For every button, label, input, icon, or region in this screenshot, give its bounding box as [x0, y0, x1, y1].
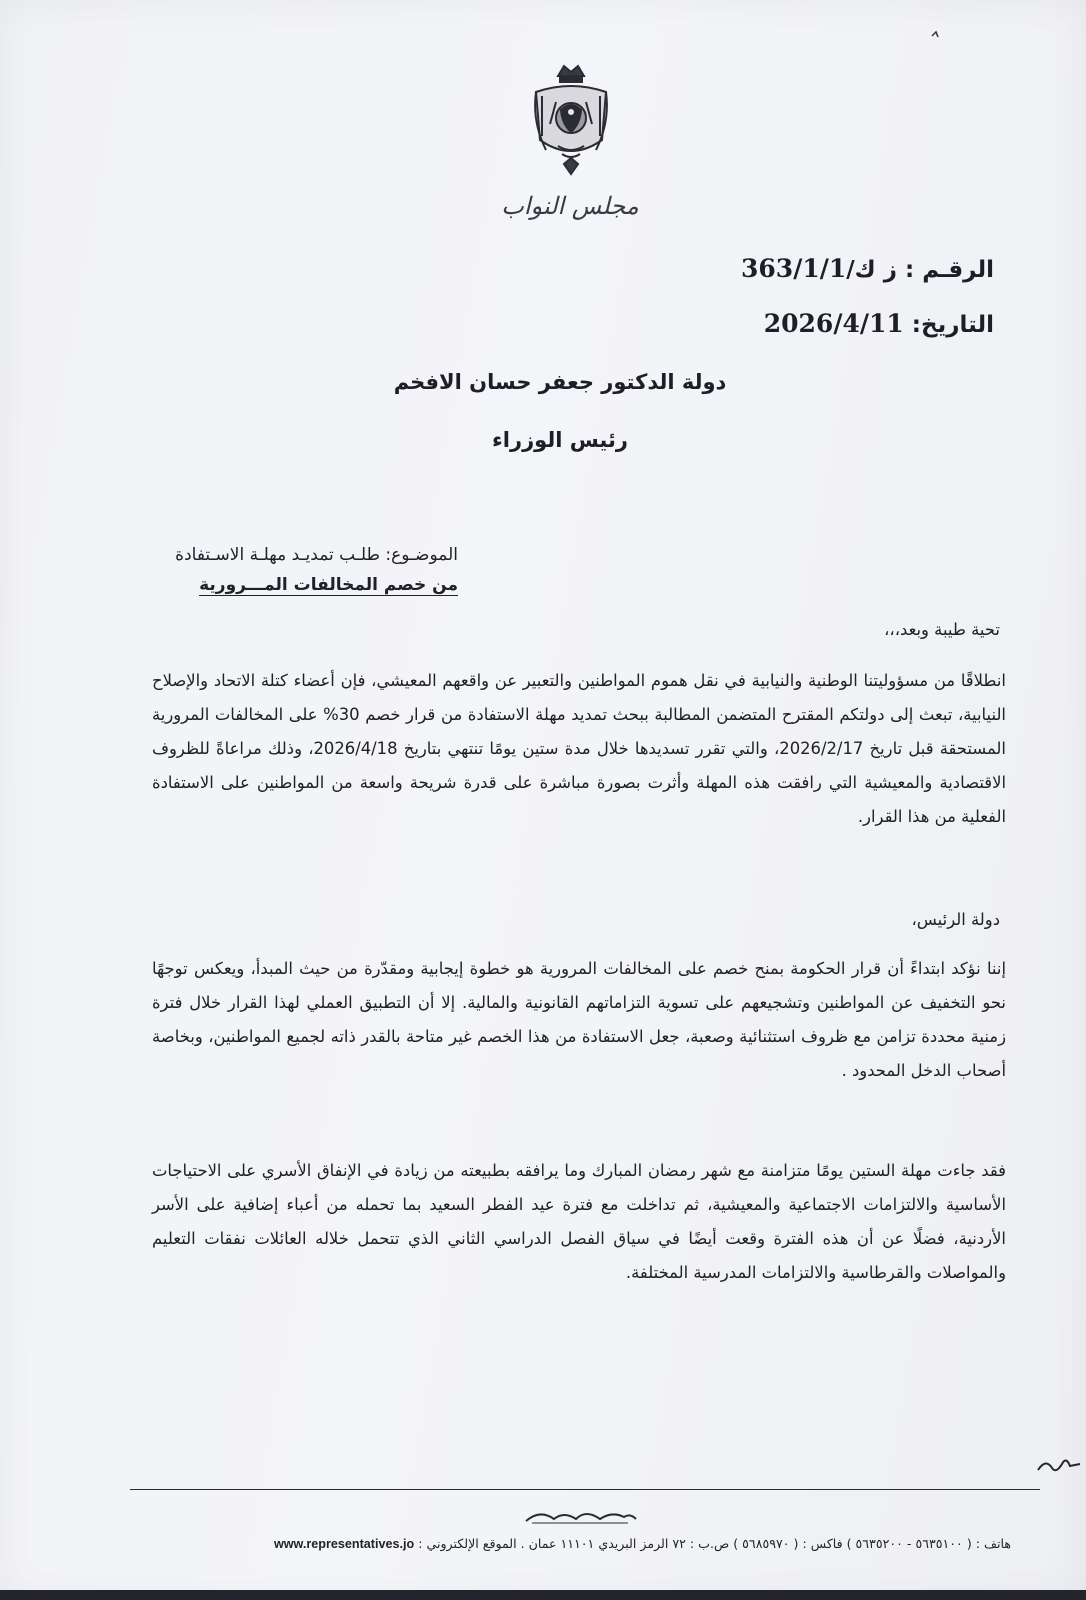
ink-dot-icon: [930, 30, 940, 40]
council-name: مجلس النواب: [501, 192, 639, 220]
paragraph-2: إننا نؤكد ابتداءً أن قرار الحكومة بمنح خصم على المخالفات المرورية هو خطوة إيجابية ومقدّرة من حيث المبدأ، ويعكس توجهًا نحو التخفيف عن المواطنين وتشجيعهم على تسوية التزاماتهم القانونية والمالية. إلا أن التطبيق العملي لهذا القرار خلال فترة زمنية محددة تزامن مع ظروف استثنائية وصعبة، جعل الاستفادة من هذا الخصم غير متاحة بالقدر ذاته لجميع المواطنين، وبخاصة أصحاب الدخل المحدود .: [152, 959, 1006, 1080]
subject-line-2: من خصم المخالفات المـــرورية: [199, 575, 458, 595]
reference-number: [741, 254, 994, 283]
footer-divider: [130, 1489, 1040, 1490]
handwritten-mark-icon: [1036, 1448, 1082, 1478]
addressee-title: رئيس الوزراء: [492, 428, 628, 452]
reference-number-label: الرقـم : ز ك/: [846, 257, 994, 283]
addressee-name: دولة الدكتور جعفر حسان الافخم: [393, 370, 727, 394]
reference-date-value: 2026/4/11: [763, 309, 904, 338]
footer-contact: [156, 1536, 1011, 1551]
reference-date-label: التاريخ:: [911, 312, 994, 338]
footer-seal-logo: [520, 1505, 640, 1527]
footer-contact-text: هاتف : ( ٥٦٣٥١٠٠ - ٥٦٣٥٢٠٠ ) فاكس : ( ٥٦٨٥٩٧٠ ) ص.ب : ٧٢ الرمز البريدي ١١١٠١ عمان . الموقع الإلكتروني :: [418, 1536, 1011, 1551]
paragraph-3: فقد جاءت مهلة الستين يومًا متزامنة مع شهر رمضان المبارك وما يرافقه بطبيعته من زيادة في الإنفاق الأسري على الاحتياجات الأساسية والالتزامات الاجتماعية والمعيشية، ثم تداخلت مع فترة عيد الفطر السعيد بما تحمله من أعباء إضافية على الأسر الأردنية، فضلًا عن أن هذه الفترة وقعت أيضًا في سياق الفصل الدراسي الثاني الذي تتحمل خلاله العائلات نفقات التعليم والمواصلات والقرطاسية والالتزامات المدرسية المختلفة.: [152, 1161, 1006, 1282]
salutation: دولة الرئيس،: [911, 910, 1000, 929]
reference-number-value: 363/1/1: [741, 254, 847, 283]
paragraph-1: انطلاقًا من مسؤوليتنا الوطنية والنيابية في نقل هموم المواطنين والتعبير عن واقعهم المعيشي، فإن أعضاء كتلة الاتحاد والإصلاح النيابية، تبعث إلى دولتكم المقترح المتضمن المطالبة ببحث تمديد مهلة الاستفادة من قرار خصم 30% على المخالفات المرورية المستحقة قبل تاريخ 2026/2/17، والتي تقرر تسديدها خلال مدة ستين يومًا تنتهي بتاريخ 2026/4/18، وذلك مراعاةً للظروف الاقتصادية والمعيشية التي رافقت هذه المهلة وأثرت بصورة مباشرة على قدرة شريحة واسعة من المواطنين على الاستفادة الفعلية من هذا القرار.: [152, 671, 1006, 826]
photo-bottom-edge: [0, 1590, 1086, 1600]
jordan-coat-of-arms-icon: [528, 62, 614, 180]
reference-date: [764, 309, 994, 338]
footer-website-link[interactable]: www.representatives.jo: [273, 1537, 415, 1551]
subject: [175, 540, 458, 600]
greeting: تحية طيبة وبعد،،،: [884, 620, 1000, 639]
subject-line-1: الموضـوع: طلـب تمديـد مهلـة الاسـتفادة: [175, 545, 458, 565]
